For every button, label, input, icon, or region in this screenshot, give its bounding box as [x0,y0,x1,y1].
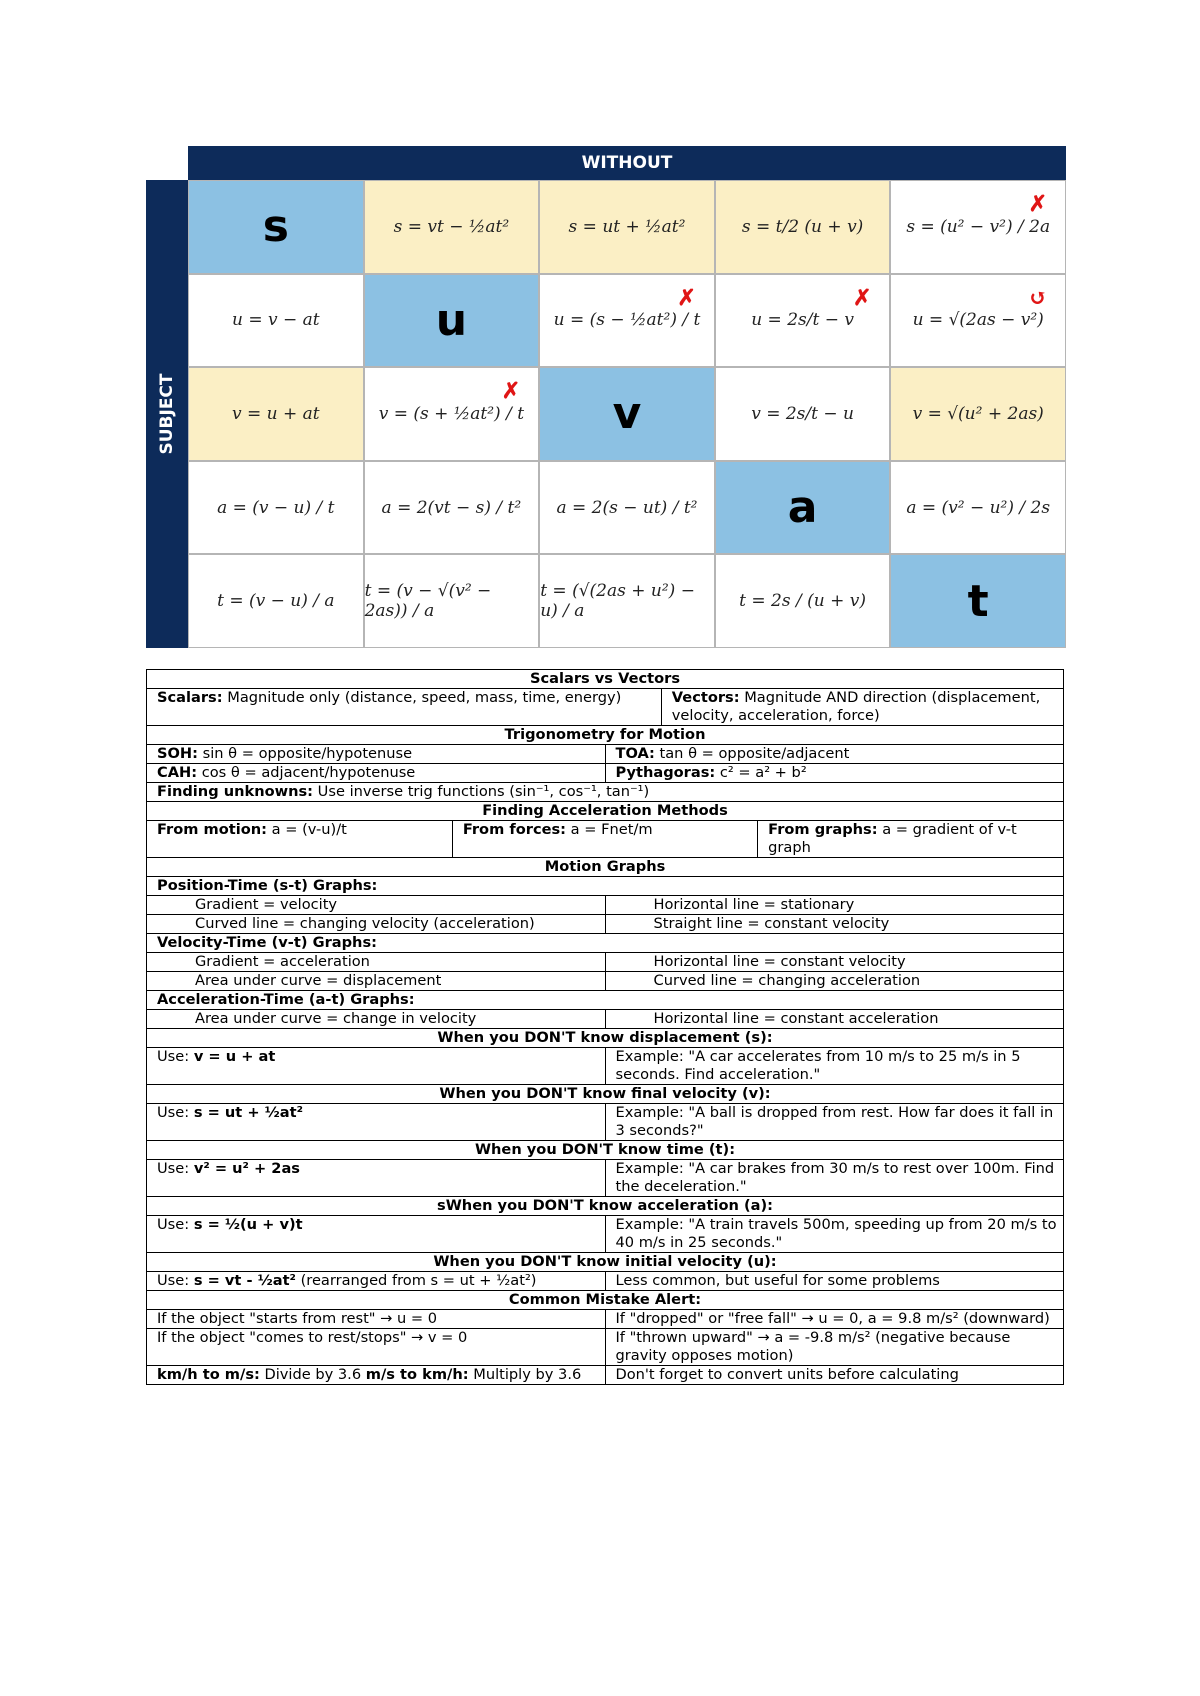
mistake-1: If the object "starts from rest" → u = 0 [147,1310,606,1329]
at-row-1-right: Horizontal line = constant acceleration [605,1010,1064,1029]
matrix-cell: u = (s − ½at²) / t ✗ [539,274,715,368]
matrix-subject-s: s [188,180,364,274]
matrix-cell: u = √(2as − v²) ↺ [890,274,1066,368]
section-title-acceleration: Finding Acceleration Methods [147,802,1064,821]
st-graph-title: Position-Time (s-t) Graphs: [147,877,1064,896]
matrix-cell: t = (v − u) / a [188,554,364,648]
st-row-2-left: Curved line = changing velocity (acceleration) [147,915,606,934]
matrix-grid [188,180,1066,648]
vt-row-1-right: Horizontal line = constant velocity [605,953,1064,972]
matrix-subject-t: t [890,554,1066,648]
no-v-equation: Use: s = ut + ½at² [147,1104,606,1141]
mistake-3: If the object "comes to rest/stops" → v = 0 [147,1329,606,1366]
st-row-1-right: Horizontal line = stationary [605,896,1064,915]
vectors-cell: Vectors: Magnitude AND direction (displacement, velocity, acceleration, force) [671,689,1041,724]
matrix-cell: s = t/2 (u + v) [715,180,891,274]
section-title-no-acceleration: sWhen you DON'T know acceleration (a): [147,1197,1064,1216]
no-t-equation: Use: v² = u² + 2as [147,1160,606,1197]
pythagoras-cell: Pythagoras: c² = a² + b² [605,764,1064,783]
reference-table [146,669,1064,1385]
matrix-cell: s = ut + ½at² [539,180,715,274]
no-u-equation: Use: s = vt - ½at² (rearranged from s = ut + ½at²) [147,1272,606,1291]
red-cross-icon: ✗ [1028,191,1047,217]
no-t-example: Example: "A car brakes from 30 m/s to rest over 100m. Find the deceleration." [605,1160,1064,1197]
section-title-no-time: When you DON'T know time (t): [147,1141,1064,1160]
matrix-cell: s = (u² − v²) / 2a ✗ [890,180,1066,274]
from-motion-cell: From motion: a = (v-u)/t [147,821,452,857]
section-title-trig: Trigonometry for Motion [147,726,1064,745]
matrix-cell: t = (√(2as + u²) − u) / a [539,554,715,648]
matrix-subject-u: u [364,274,540,368]
units-note: Don't forget to convert units before calculating [605,1366,1064,1385]
matrix-side-label [146,180,188,648]
section-title-no-final-velocity: When you DON'T know final velocity (v): [147,1085,1064,1104]
vt-row-2-right: Curved line = changing acceleration [605,972,1064,991]
section-title-no-initial-velocity: When you DON'T know initial velocity (u): [147,1253,1064,1272]
matrix-cell: a = 2(vt − s) / t² [364,461,540,555]
no-v-example: Example: "A ball is dropped from rest. How far does it fall in 3 seconds?" [605,1104,1064,1141]
matrix-subject-v: v [539,367,715,461]
cah-cell: CAH: cos θ = adjacent/hypotenuse [147,764,606,783]
section-title-mistakes: Common Mistake Alert: [147,1291,1064,1310]
vt-graph-title: Velocity-Time (v-t) Graphs: [147,934,1064,953]
matrix-subject-a: a [715,461,891,555]
matrix-cell: a = 2(s − ut) / t² [539,461,715,555]
from-graphs-cell: From graphs: a = gradient of v-t graph [768,821,1017,856]
red-swap-arrow-icon: ↺ [1028,284,1047,311]
section-title-scalars: Scalars vs Vectors [147,670,1064,689]
no-a-example: Example: "A train travels 500m, speeding up from 20 m/s to 40 m/s in 25 seconds." [605,1216,1064,1253]
vt-row-1-left: Gradient = acceleration [147,953,606,972]
section-title-no-displacement: When you DON'T know displacement (s): [147,1029,1064,1048]
matrix-cell: a = (v − u) / t [188,461,364,555]
red-cross-icon: ✗ [501,378,521,405]
suvat-matrix [146,146,1066,648]
matrix-cell: t = (v − √(v² − 2as)) / a [364,554,540,648]
unit-conversion: km/h to m/s: Divide by 3.6 m/s to km/h: Multiply by 3.6 [147,1366,606,1385]
section-title-graphs: Motion Graphs [147,858,1064,877]
at-graph-title: Acceleration-Time (a-t) Graphs: [147,991,1064,1010]
matrix-cell: v = (s + ½at²) / t ✗ [364,367,540,461]
vt-row-2-left: Area under curve = displacement [147,972,606,991]
no-a-equation: Use: s = ½(u + v)t [147,1216,606,1253]
matrix-cell: u = v − at [188,274,364,368]
from-forces-cell: From forces: a = Fnet/m [452,821,757,857]
no-u-example: Less common, but useful for some problems [605,1272,1064,1291]
toa-cell: TOA: tan θ = opposite/adjacent [605,745,1064,764]
st-row-1-left: Gradient = velocity [147,896,606,915]
matrix-header: WITHOUT [188,146,1066,180]
soh-cell: SOH: sin θ = opposite/hypotenuse [147,745,606,764]
matrix-cell: u = 2s/t − v ✗ [715,274,891,368]
at-row-1-left: Area under curve = change in velocity [147,1010,606,1029]
mistake-4: If "thrown upward" → a = -9.8 m/s² (negative because gravity opposes motion) [605,1329,1064,1366]
matrix-cell: t = 2s / (u + v) [715,554,891,648]
st-row-2-right: Straight line = constant velocity [605,915,1064,934]
no-s-equation: Use: v = u + at [147,1048,606,1085]
red-cross-icon: ✗ [852,284,872,311]
matrix-cell: a = (v² − u²) / 2s [890,461,1066,555]
matrix-cell: s = vt − ½at² [364,180,540,274]
side-label-text: SUBJECT [157,373,177,455]
mistake-2: If "dropped" or "free fall" → u = 0, a = 9.8 m/s² (downward) [605,1310,1064,1329]
matrix-cell: v = √(u² + 2as) [890,367,1066,461]
scalars-cell: Scalars: Magnitude only (distance, speed, mass, time, energy) [147,689,661,725]
matrix-cell: v = 2s/t − u [715,367,891,461]
finding-unknowns-cell: Finding unknowns: Use inverse trig functions (sin⁻¹, cos⁻¹, tan⁻¹) [147,783,1064,802]
matrix-cell: v = u + at [188,367,364,461]
no-s-example: Example: "A car accelerates from 10 m/s to 25 m/s in 5 seconds. Find acceleration." [605,1048,1064,1085]
red-cross-icon: ✗ [677,284,696,311]
